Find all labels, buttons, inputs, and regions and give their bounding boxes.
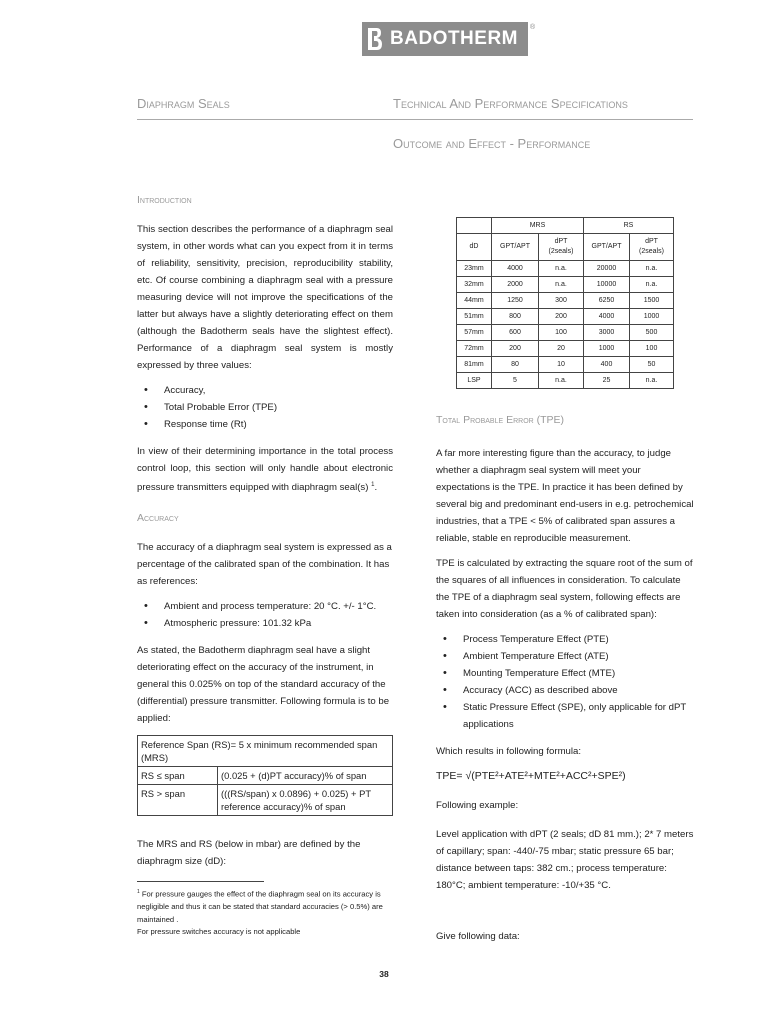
table-cell: 5 bbox=[492, 373, 539, 389]
table-header-cell: GPT/APT bbox=[492, 234, 539, 261]
introduction-paragraph-2-text: In view of their determining importance in the total process control loop, this section will only handle about electronic pressure transmitters equipped with diaphragm seal(s) bbox=[137, 446, 393, 494]
accuracy-paragraph-3: The MRS and RS (below in mbar) are defined by the diaphragm size (dD): bbox=[137, 839, 361, 868]
header-subtitle: Outcome and Effect - Performance bbox=[393, 136, 591, 151]
table-cell: 51mm bbox=[457, 309, 492, 325]
table-cell: 25 bbox=[584, 373, 630, 389]
introduction-heading: Introduction bbox=[137, 194, 192, 206]
table-header-cell: Reference Span (RS)= 5 x minimum recommended span (MRS) bbox=[138, 736, 393, 767]
table-row bbox=[138, 767, 393, 785]
header-section-title: Diaphragm Seals bbox=[137, 96, 230, 111]
dpt-sublabel: (2seals) bbox=[639, 248, 664, 255]
accuracy-references-list bbox=[137, 598, 393, 632]
table-cell: 100 bbox=[630, 341, 674, 357]
table-header-cell: GPT/APT bbox=[584, 234, 630, 261]
tpe-formula: TPE= √(PTE²+ATE²+MTE²+ACC²+SPE²) bbox=[436, 770, 626, 782]
badotherm-logo bbox=[362, 22, 535, 56]
table-row bbox=[457, 293, 674, 309]
table-row bbox=[457, 234, 674, 261]
footnote-text-1: For pressure gauges the effect of the diaphragm seal on its accuracy is negligible and thus it can be stated that standard accuracies (> 0.5%) are maintained . bbox=[137, 889, 383, 924]
tpe-paragraph-3: Which results in following formula: bbox=[436, 746, 582, 757]
table-cell: 1250 bbox=[492, 293, 539, 309]
list-item: • Mounting Temperature Effect (MTE) bbox=[436, 665, 694, 682]
table-row bbox=[457, 325, 674, 341]
table-cell: 4000 bbox=[492, 261, 539, 277]
table-cell bbox=[457, 218, 492, 234]
list-item: • Ambient Temperature Effect (ATE) bbox=[436, 648, 694, 665]
table-cell: RS ≤ span bbox=[138, 767, 218, 785]
footnote-marker: 1 bbox=[137, 889, 140, 895]
introduction-values-list bbox=[137, 382, 393, 433]
logo-registered-mark: ® bbox=[530, 24, 536, 31]
tpe-heading: Total Probable Error (TPE) bbox=[436, 414, 565, 426]
dpt-sublabel: (2seals) bbox=[548, 248, 574, 255]
table-cell: 10 bbox=[539, 357, 584, 373]
table-header-cell bbox=[539, 234, 584, 261]
table-cell: 1500 bbox=[630, 293, 674, 309]
table-cell: 81mm bbox=[457, 357, 492, 373]
table-cell: 32mm bbox=[457, 277, 492, 293]
accuracy-paragraph-2: As stated, the Badotherm diaphragm seal have a slight deteriorating effect on the accuracy of the instrument, in general this 0.025% on top of the standard accuracy of the (differential) pressure transmitter. Following formula is to be applied: bbox=[137, 645, 390, 725]
footnote-reference[interactable]: 1 bbox=[371, 482, 375, 488]
list-item: • Response time (Rt) bbox=[137, 416, 393, 433]
table-group-header: RS bbox=[584, 218, 674, 234]
table-cell: 4000 bbox=[584, 309, 630, 325]
introduction-paragraph-1: This section describes the performance of a diaphragm seal system, in other words what can you expect from it in terms of reliability, sensitivity, precision, reproducibility stability, etc. Of course combining a diaphragm seal with a pressure measuring device will not improve the specifications of the latter but always have a slightly deteriorating effect on them (although the Badotherm seals have the slightest effect). Performance of a diaphragm seal system is mostly expressed by three values: bbox=[137, 224, 393, 371]
list-item: • Static Pressure Effect (SPE), only applicable for dPT applications bbox=[436, 699, 694, 733]
footnote-divider bbox=[137, 881, 264, 882]
accuracy-heading: Accuracy bbox=[137, 512, 179, 525]
list-item: • Atmospheric pressure: 101.32 kPa bbox=[137, 615, 393, 632]
table-cell: 2000 bbox=[492, 277, 539, 293]
tpe-paragraph-6: Give following data: bbox=[436, 931, 520, 942]
table-row bbox=[138, 736, 393, 767]
table-cell: (0.025 + (d)PT accuracy)% of span bbox=[218, 767, 393, 785]
table-cell: 80 bbox=[492, 357, 539, 373]
table-cell: 200 bbox=[539, 309, 584, 325]
tpe-effects-list bbox=[436, 631, 694, 733]
list-item: • Accuracy, bbox=[137, 382, 393, 399]
table-cell: 20000 bbox=[584, 261, 630, 277]
table-cell: 6250 bbox=[584, 293, 630, 309]
header-divider bbox=[137, 119, 693, 120]
table-cell: n.a. bbox=[630, 373, 674, 389]
reference-span-table bbox=[137, 735, 393, 816]
table-cell: 200 bbox=[492, 341, 539, 357]
tpe-paragraph-4: Following example: bbox=[436, 800, 519, 811]
header-document-title: Technical And Performance Specifications bbox=[393, 96, 628, 111]
table-cell: 800 bbox=[492, 309, 539, 325]
footnote-line-1 bbox=[137, 886, 393, 926]
table-cell: 23mm bbox=[457, 261, 492, 277]
table-header-cell: dD bbox=[457, 234, 492, 261]
table-group-header: MRS bbox=[492, 218, 584, 234]
footnote bbox=[137, 886, 393, 939]
table-cell: 500 bbox=[630, 325, 674, 341]
table-row bbox=[457, 261, 674, 277]
table-row bbox=[457, 309, 674, 325]
table-cell: n.a. bbox=[539, 261, 584, 277]
table-cell: n.a. bbox=[539, 373, 584, 389]
list-item: • Process Temperature Effect (PTE) bbox=[436, 631, 694, 648]
table-cell: n.a. bbox=[630, 277, 674, 293]
table-cell: 1000 bbox=[584, 341, 630, 357]
page-number: 38 bbox=[379, 969, 389, 979]
table-cell: 1000 bbox=[630, 309, 674, 325]
mrs-table-body bbox=[457, 261, 674, 389]
introduction-paragraph-2-end: . bbox=[374, 482, 378, 494]
tpe-example-paragraph: Level application with dPT (2 seals; dD 81 mm.); 2* 7 meters of capillary; span: -440/-75 mbar; static pressure 65 bar; distance between taps: 382 cm.; process temperature: 180°C; ambient temperature: -10/+35 °C. bbox=[436, 829, 694, 891]
table-cell: 300 bbox=[539, 293, 584, 309]
table-cell: 100 bbox=[539, 325, 584, 341]
table-cell: n.a. bbox=[539, 277, 584, 293]
list-item: • Total Probable Error (TPE) bbox=[137, 399, 393, 416]
right-column bbox=[436, 412, 694, 953]
footnote-text-2: For pressure switches accuracy is not applicable bbox=[137, 927, 301, 937]
table-cell: n.a. bbox=[630, 261, 674, 277]
introduction-paragraph-2 bbox=[137, 443, 393, 496]
logo-text: BADOTHERM bbox=[386, 22, 528, 56]
table-cell: 3000 bbox=[584, 325, 630, 341]
tpe-paragraph-2: TPE is calculated by extracting the square root of the sum of the squares of all influences in consideration. To calculate the TPE of a diaphragm seal system, following effects are taken into consideration (as a % of calibrated span): bbox=[436, 558, 693, 620]
table-cell: (((RS/span) x 0.0896) + 0.025) + PT reference accuracy)% of span bbox=[218, 785, 393, 816]
table-cell: 44mm bbox=[457, 293, 492, 309]
table-row bbox=[457, 357, 674, 373]
table-cell: 400 bbox=[584, 357, 630, 373]
table-row bbox=[457, 341, 674, 357]
table-cell: 57mm bbox=[457, 325, 492, 341]
accuracy-paragraph-1: The accuracy of a diaphragm seal system is expressed as a percentage of the calibrated span of the combination. It has as references: bbox=[137, 542, 392, 588]
table-cell: 10000 bbox=[584, 277, 630, 293]
mrs-rs-table bbox=[456, 217, 674, 389]
table-row bbox=[457, 373, 674, 389]
table-row bbox=[457, 218, 674, 234]
table-cell: 50 bbox=[630, 357, 674, 373]
table-row bbox=[457, 277, 674, 293]
dpt-label: dPT bbox=[645, 238, 658, 245]
logo-mark-icon bbox=[362, 22, 386, 56]
table-header-cell bbox=[630, 234, 674, 261]
table-cell: 20 bbox=[539, 341, 584, 357]
table-row bbox=[138, 785, 393, 816]
table-cell: RS > span bbox=[138, 785, 218, 816]
table-cell: 72mm bbox=[457, 341, 492, 357]
left-column bbox=[137, 192, 393, 878]
table-cell: 600 bbox=[492, 325, 539, 341]
tpe-paragraph-1: A far more interesting figure than the accuracy, to judge whether a diaphragm seal system will meet your expectations is the TPE. In practice it has been defined by several big and predominant end-users in e.g. petrochemical industries, that a TPE < 5% of calibrated span assures a reliable, stable en reproducible measurement. bbox=[436, 448, 694, 544]
list-item: • Accuracy (ACC) as described above bbox=[436, 682, 694, 699]
dpt-label: dPT bbox=[554, 238, 568, 245]
list-item: • Ambient and process temperature: 20 °C. +/- 1°C. bbox=[137, 598, 393, 615]
table-cell: LSP bbox=[457, 373, 492, 389]
